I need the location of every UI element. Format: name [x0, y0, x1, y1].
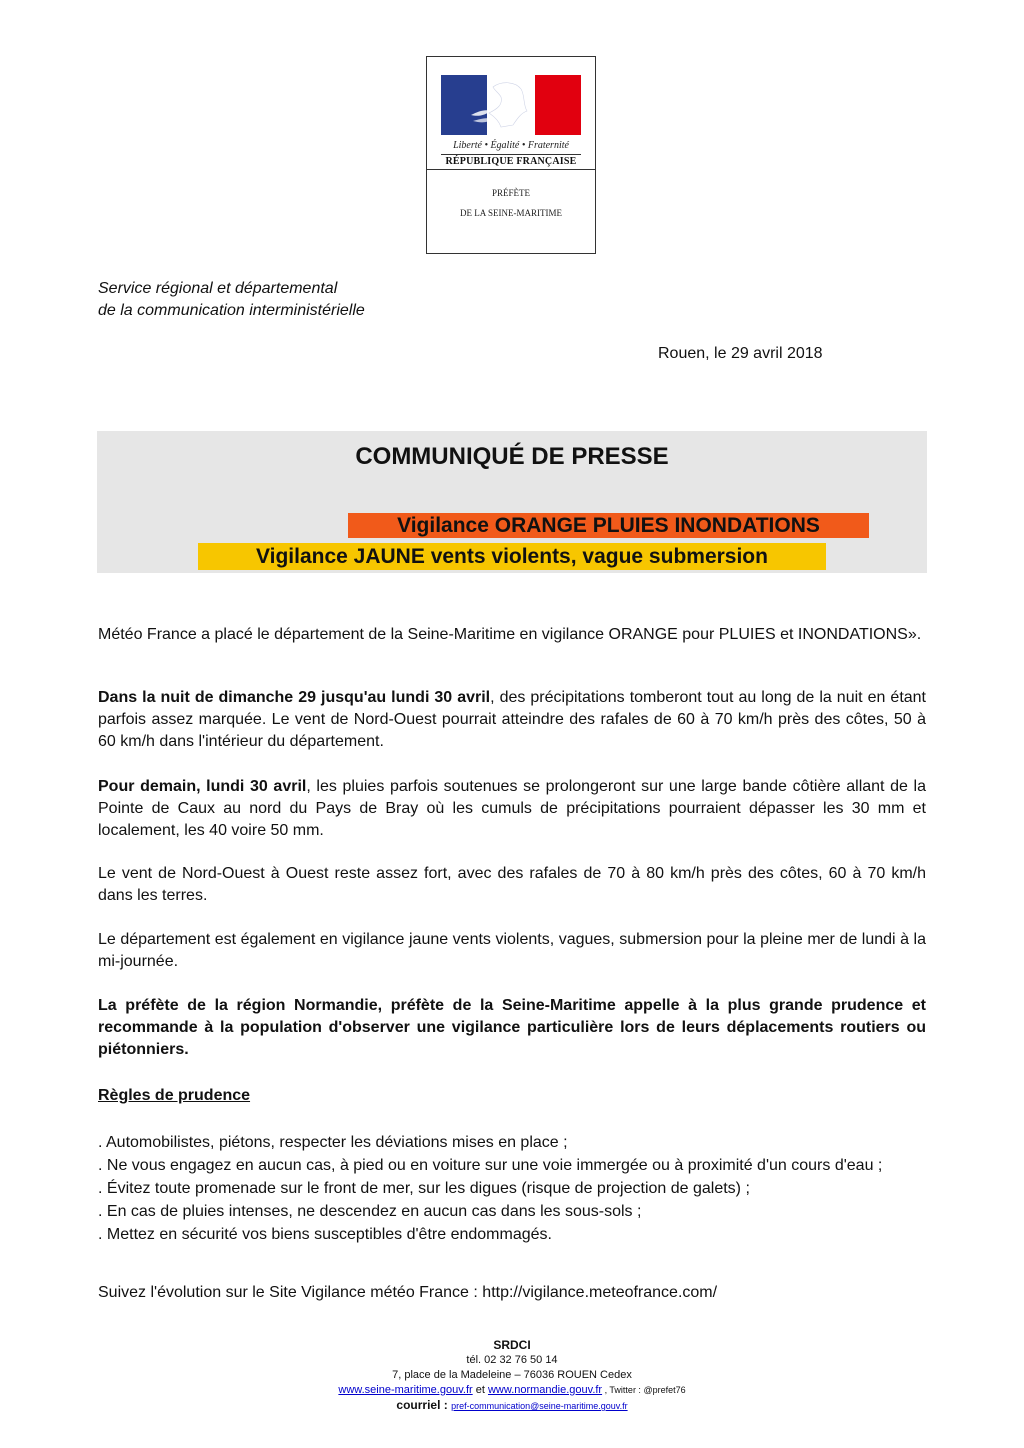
paragraph-night-forecast [98, 687, 926, 753]
email-link[interactable]: pref-communication@seine-maritime.gouv.fr [451, 1401, 628, 1411]
paragraph-yellow-alert: Le département est également en vigilance jaune vents violents, vagues, submersion pour la pleine mer de lundi à la mi-journée. [98, 931, 926, 970]
press-release-title: COMMUNIQUÉ DE PRESSE [355, 443, 669, 470]
service-line-1: Service régional et départemental [98, 280, 338, 297]
rule-item: . En cas de pluies intenses, ne descendez en aucun cas dans les sous-sols ; [98, 1203, 642, 1220]
rules-list [98, 1131, 926, 1246]
rule-item: . Mettez en sécurité vos biens susceptibles d'être endommagés. [98, 1226, 552, 1243]
paragraph-prefect-appeal-text: La préfète de la région Normandie, préfète de la Seine-Maritime appelle à la plus grande prudence et recommande à la population d'observer une vigilance particulière lors de leurs déplacements routiers ou piétonniers. [98, 997, 926, 1058]
rules-heading: Règles de prudence [98, 1087, 251, 1104]
footer-phone: tél. 02 32 76 50 14 [466, 1354, 558, 1366]
document-date: Rouen, le 29 avril 2018 [658, 345, 823, 362]
follow-link-text: Suivez l'évolution sur le Site Vigilance météo France : http://vigilance.meteofrance.com/ [98, 1284, 718, 1301]
prefecture-logo [426, 56, 596, 254]
service-header [98, 278, 365, 322]
prefecture-department: DE LA SEINE-MARITIME [460, 208, 562, 218]
republic-motto: Liberté • Égalité • Fraternité [453, 140, 569, 151]
footer-address: 7, place de la Madeleine – 76036 ROUEN Cedex [392, 1369, 632, 1381]
orange-alert-label: Vigilance ORANGE PLUIES INONDATIONS [348, 513, 869, 538]
republic-name: RÉPUBLIQUE FRANÇAISE [445, 156, 577, 167]
rule-item: . Automobilistes, piétons, respecter les déviations mises en place ; [98, 1134, 568, 1151]
footer-twitter: , Twitter : @prefet76 [602, 1385, 686, 1395]
marianne-flag-icon [441, 75, 581, 135]
footer [200, 1338, 824, 1414]
paragraph-monday-lead: Pour demain, lundi 30 avril [98, 778, 307, 795]
paragraph-intro: Météo France a placé le département de la Seine-Maritime en vigilance ORANGE pour PLUIES et INONDATIONS». [98, 626, 922, 643]
rule-item: . Évitez toute promenade sur le front de mer, sur les digues (risque de projection de galets) ; [98, 1180, 750, 1197]
paragraph-wind: Le vent de Nord-Ouest à Ouest reste assez fort, avec des rafales de 70 à 80 km/h près des côtes, 60 à 70 km/h dans les terres. [98, 865, 926, 904]
marianne-logo [427, 57, 595, 170]
paragraph-prefect-appeal [98, 995, 926, 1061]
website-link-seine-maritime[interactable]: www.seine-maritime.gouv.fr [338, 1384, 473, 1396]
logo-divider [441, 154, 581, 155]
paragraph-monday-forecast [98, 776, 926, 842]
paragraph-night-text: , des précipitations tomberont tout au long de la nuit en étant parfois assez marquée. Le vent de Nord-Ouest pourrait atteindre des rafales de 60 à 70 km/h près des côtes, 50 à 60 km/h dans l'intérieur du département. [98, 689, 927, 750]
website-link-normandie[interactable]: www.normandie.gouv.fr [487, 1384, 603, 1396]
service-line-2: de la communication interministérielle [98, 302, 365, 319]
rule-item: . Ne vous engagez en aucun cas, à pied ou en voiture sur une voie immergée ou à proximité d'un cours d'eau ; [98, 1157, 883, 1174]
footer-and: et [472, 1384, 488, 1396]
paragraph-monday-text: , les pluies parfois soutenues se prolongeront sur une large bande côtière allant de la Pointe de Caux au nord du Pays de Bray où les cumuls de précipitations pourraient dépasser les 30 mm et localement, les 40 voire 50 mm. [98, 778, 927, 839]
footer-mail-label: courriel : [396, 1398, 452, 1412]
press-release-banner [97, 431, 927, 573]
yellow-alert-label: Vigilance JAUNE vents violents, vague submersion [198, 543, 826, 570]
footer-mail [200, 1398, 824, 1414]
footer-org: SRDCI [493, 1338, 531, 1352]
paragraph-night-lead: Dans la nuit de dimanche 29 jusqu'au lundi 30 avril [98, 689, 491, 706]
prefecture-title: PRÉFÈTE [491, 188, 530, 198]
footer-links [200, 1383, 824, 1398]
